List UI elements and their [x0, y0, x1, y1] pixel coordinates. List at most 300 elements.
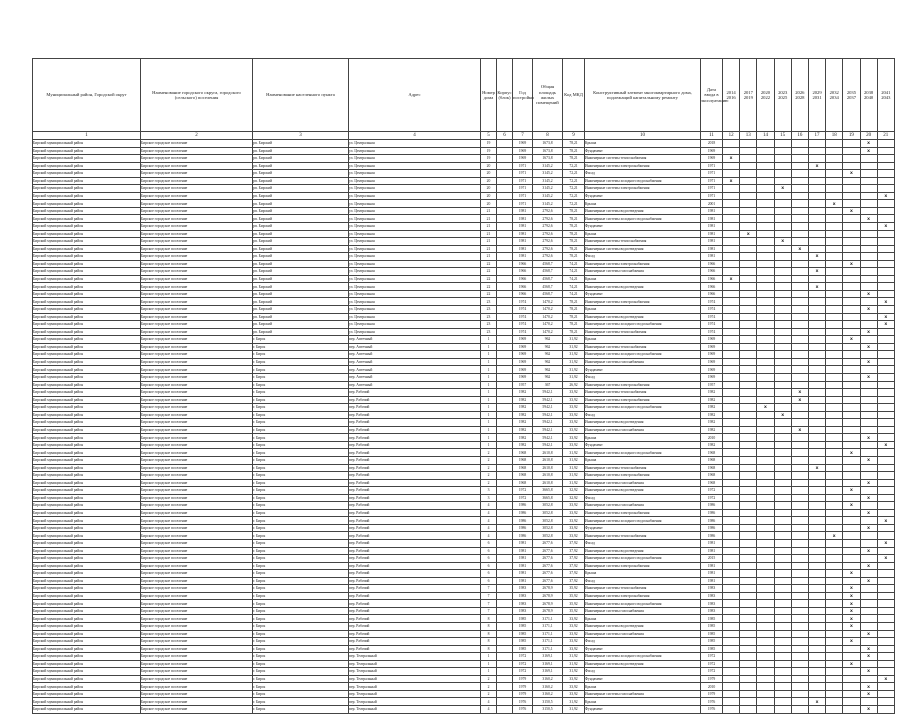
period-mark-cell: [877, 426, 894, 434]
commission-date-cell: 1974: [701, 328, 723, 336]
period-mark-cell: [826, 268, 843, 276]
area-cell: 962: [533, 373, 563, 381]
period-mark-cell: [791, 230, 808, 238]
table-row: [33, 170, 895, 178]
period-mark-cell: [723, 524, 740, 532]
area-cell: 2677,6: [533, 562, 563, 570]
period-mark-cell: [774, 706, 791, 714]
built-year-cell: 1971: [513, 200, 533, 208]
table-row: [33, 268, 895, 276]
period-mark-cell: [860, 411, 877, 419]
period-mark-cell: [774, 630, 791, 638]
period-mark-cell: [843, 494, 860, 502]
period-mark-cell: [757, 524, 774, 532]
period-mark-cell: [757, 298, 774, 306]
locality-cell: г. Бирск: [253, 404, 349, 412]
built-year-cell: 1974: [513, 298, 533, 306]
built-year-cell: 1981: [513, 223, 533, 231]
element-cell: Инженерные системы газоснабжения: [585, 690, 701, 698]
commission-date-cell: 1966: [701, 260, 723, 268]
period-mark-cell: [860, 638, 877, 646]
period-mark-cell: [843, 630, 860, 638]
commission-date-cell: 1972: [701, 653, 723, 661]
area-cell: 5942,1: [533, 396, 563, 404]
table-row: [33, 472, 895, 480]
built-year-cell: 1986: [513, 509, 533, 517]
element-cell: Инженерные системы водоотведения: [585, 245, 701, 253]
period-mark-cell: [740, 275, 757, 283]
mkd-code-cell: 72,21: [563, 162, 585, 170]
district-cell: Бирский муниципальный район: [33, 245, 141, 253]
period-mark-cell: [723, 162, 740, 170]
period-mark-cell: [740, 434, 757, 442]
area-cell: 5942,1: [533, 404, 563, 412]
mkd-code-cell: 33,92: [563, 404, 585, 412]
element-cell: Инженерные системы электроснабжения: [585, 562, 701, 570]
district-cell: Бирский муниципальный район: [33, 623, 141, 631]
period-mark-cell: [740, 373, 757, 381]
mkd-code-cell: 37,92: [563, 555, 585, 563]
period-mark-cell: [791, 170, 808, 178]
table-row: [33, 592, 895, 600]
period-mark-cell: [843, 290, 860, 298]
address-cell: пер. Рабочий: [349, 645, 481, 653]
period-mark-cell: [843, 366, 860, 374]
table-row: [33, 366, 895, 374]
period-mark-cell: [723, 487, 740, 495]
table-row: [33, 517, 895, 525]
district-cell: Бирский муниципальный район: [33, 449, 141, 457]
period-mark-cell: [843, 456, 860, 464]
period-mark-cell: [774, 585, 791, 593]
period-mark-cell: X: [860, 494, 877, 502]
period-mark-cell: [808, 147, 825, 155]
locality-cell: г. Бирск: [253, 464, 349, 472]
district-cell: Бирский муниципальный район: [33, 155, 141, 163]
period-mark-cell: [757, 426, 774, 434]
house-number-cell: 1: [481, 660, 497, 668]
period-mark-cell: [740, 177, 757, 185]
area-cell: 3145,2: [533, 162, 563, 170]
period-mark-cell: [740, 298, 757, 306]
period-mark-cell: [826, 615, 843, 623]
area-cell: 3145,2: [533, 177, 563, 185]
period-mark-cell: [826, 600, 843, 608]
building-cell: [497, 207, 513, 215]
period-mark-cell: [877, 434, 894, 442]
address-cell: пер. Театральный: [349, 683, 481, 691]
district-cell: Бирский муниципальный район: [33, 630, 141, 638]
period-mark-cell: [808, 321, 825, 329]
period-mark-cell: X: [843, 260, 860, 268]
area-cell: 3145,2: [533, 192, 563, 200]
area-cell: 3171,1: [533, 645, 563, 653]
building-cell: [497, 140, 513, 148]
period-mark-cell: [826, 683, 843, 691]
settlement-cell: Бирское городское поселение: [141, 645, 253, 653]
period-mark-cell: [826, 494, 843, 502]
period-mark-cell: [774, 645, 791, 653]
building-cell: [497, 253, 513, 261]
commission-date-cell: 2010: [701, 683, 723, 691]
settlement-cell: Бирское городское поселение: [141, 668, 253, 676]
period-mark-cell: [774, 321, 791, 329]
period-mark-cell: [774, 615, 791, 623]
area-cell: 3145,2: [533, 170, 563, 178]
period-mark-cell: [774, 577, 791, 585]
mkd-code-cell: 33,92: [563, 434, 585, 442]
period-mark-cell: [723, 426, 740, 434]
period-mark-cell: [877, 351, 894, 359]
commission-date-cell: 1976: [701, 698, 723, 706]
building-cell: [497, 502, 513, 510]
commission-date-cell: 1971: [701, 170, 723, 178]
address-cell: ул. Центральная: [349, 275, 481, 283]
period-mark-cell: X: [860, 524, 877, 532]
built-year-cell: 1969: [513, 351, 533, 359]
period-mark-cell: X: [774, 185, 791, 193]
house-number-cell: 7: [481, 607, 497, 615]
period-mark-cell: [826, 623, 843, 631]
period-mark-cell: [757, 668, 774, 676]
address-cell: ул. Центральная: [349, 313, 481, 321]
period-mark-cell: [826, 238, 843, 246]
building-cell: [497, 162, 513, 170]
period-mark-cell: [877, 592, 894, 600]
period-mark-cell: [860, 660, 877, 668]
locality-cell: г. Бирск: [253, 630, 349, 638]
period-mark-cell: X: [860, 306, 877, 314]
district-cell: Бирский муниципальный район: [33, 472, 141, 480]
settlement-cell: Бирское городское поселение: [141, 140, 253, 148]
area-cell: 1470,2: [533, 328, 563, 336]
period-mark-cell: [808, 623, 825, 631]
area-cell: 3171,1: [533, 623, 563, 631]
period-mark-cell: X: [860, 140, 877, 148]
mkd-code-cell: 31,92: [563, 660, 585, 668]
table-row: [33, 532, 895, 540]
building-cell: [497, 675, 513, 683]
settlement-cell: Бирское городское поселение: [141, 404, 253, 412]
settlement-cell: Бирское городское поселение: [141, 366, 253, 374]
period-mark-cell: [791, 524, 808, 532]
period-mark-cell: [723, 404, 740, 412]
locality-cell: г. Бирск: [253, 389, 349, 397]
period-mark-cell: [723, 230, 740, 238]
settlement-cell: Бирское городское поселение: [141, 328, 253, 336]
period-mark-cell: [723, 706, 740, 714]
period-mark-cell: X: [774, 238, 791, 246]
building-cell: [497, 389, 513, 397]
period-mark-cell: [757, 170, 774, 178]
built-year-cell: 1976: [513, 698, 533, 706]
area-cell: 2677,6: [533, 547, 563, 555]
period-mark-cell: [774, 358, 791, 366]
period-mark-cell: [791, 313, 808, 321]
period-mark-cell: [860, 192, 877, 200]
mkd-code-cell: 33,92: [563, 532, 585, 540]
built-year-cell: 1981: [513, 570, 533, 578]
building-cell: [497, 539, 513, 547]
table-row: [33, 207, 895, 215]
settlement-cell: Бирское городское поселение: [141, 321, 253, 329]
area-cell: 3145,2: [533, 200, 563, 208]
period-mark-cell: X: [808, 283, 825, 291]
district-cell: Бирский муниципальный район: [33, 698, 141, 706]
table-row: [33, 441, 895, 449]
commission-date-cell: 1982: [701, 411, 723, 419]
period-mark-cell: [757, 358, 774, 366]
period-mark-cell: [877, 389, 894, 397]
period-mark-cell: [808, 404, 825, 412]
period-mark-cell: [860, 275, 877, 283]
period-mark-cell: [723, 547, 740, 555]
area-cell: 962: [533, 358, 563, 366]
built-year-cell: 1966: [513, 268, 533, 276]
column-number: 19: [843, 132, 860, 140]
period-mark-cell: [791, 555, 808, 563]
locality-cell: г. Бирск: [253, 373, 349, 381]
locality-cell: рп. Бирский: [253, 140, 349, 148]
mkd-code-cell: 78,21: [563, 298, 585, 306]
table-row: [33, 147, 895, 155]
built-year-cell: 1974: [513, 328, 533, 336]
period-mark-cell: [757, 396, 774, 404]
period-mark-cell: [774, 313, 791, 321]
table-row: [33, 298, 895, 306]
table-row: [33, 215, 895, 223]
period-mark-cell: [877, 170, 894, 178]
built-year-cell: 1966: [513, 260, 533, 268]
house-number-cell: 6: [481, 562, 497, 570]
built-year-cell: 1981: [513, 245, 533, 253]
mkd-code-cell: 33,92: [563, 630, 585, 638]
locality-cell: г. Бирск: [253, 366, 349, 374]
period-mark-cell: [826, 140, 843, 148]
locality-cell: рп. Бирский: [253, 192, 349, 200]
period-mark-cell: [723, 223, 740, 231]
district-cell: Бирский муниципальный район: [33, 675, 141, 683]
district-cell: Бирский муниципальный район: [33, 592, 141, 600]
address-cell: пер. Театральный: [349, 698, 481, 706]
house-number-cell: 1: [481, 668, 497, 676]
building-cell: [497, 245, 513, 253]
building-cell: [497, 306, 513, 314]
address-cell: ул. Центральная: [349, 290, 481, 298]
mkd-code-cell: 32,92: [563, 487, 585, 495]
period-mark-cell: [774, 373, 791, 381]
settlement-cell: Бирское городское поселение: [141, 260, 253, 268]
settlement-cell: Бирское городское поселение: [141, 381, 253, 389]
district-cell: Бирский муниципальный район: [33, 570, 141, 578]
district-cell: Бирский муниципальный район: [33, 238, 141, 246]
settlement-cell: Бирское городское поселение: [141, 373, 253, 381]
column-number: 20: [860, 132, 877, 140]
period-mark-cell: [877, 268, 894, 276]
period-mark-cell: X: [860, 653, 877, 661]
settlement-cell: Бирское городское поселение: [141, 449, 253, 457]
mkd-code-cell: 33,92: [563, 517, 585, 525]
period-mark-cell: [740, 456, 757, 464]
period-mark-cell: [723, 502, 740, 510]
period-mark-cell: [826, 298, 843, 306]
period-mark-cell: [791, 328, 808, 336]
column-header: 2014 2016: [723, 59, 740, 132]
area-cell: 5942,1: [533, 411, 563, 419]
locality-cell: рп. Бирский: [253, 162, 349, 170]
period-mark-cell: [774, 675, 791, 683]
period-mark-cell: X: [843, 336, 860, 344]
period-mark-cell: [757, 283, 774, 291]
period-mark-cell: [740, 653, 757, 661]
mkd-code-cell: 72,21: [563, 200, 585, 208]
locality-cell: г. Бирск: [253, 585, 349, 593]
built-year-cell: 1969: [513, 336, 533, 344]
column-header: 2029 2031: [808, 59, 825, 132]
period-mark-cell: [740, 592, 757, 600]
period-mark-cell: X: [860, 479, 877, 487]
period-mark-cell: [877, 283, 894, 291]
period-mark-cell: [877, 275, 894, 283]
table-row: [33, 328, 895, 336]
period-mark-cell: [808, 517, 825, 525]
commission-date-cell: 1983: [701, 592, 723, 600]
building-cell: [497, 660, 513, 668]
period-mark-cell: [808, 524, 825, 532]
address-cell: ул. Центральная: [349, 192, 481, 200]
period-mark-cell: [757, 230, 774, 238]
period-mark-cell: [757, 268, 774, 276]
mkd-code-cell: 33,92: [563, 524, 585, 532]
area-cell: 2678,9: [533, 592, 563, 600]
element-cell: Инженерные системы водоотведения: [585, 487, 701, 495]
period-mark-cell: [757, 472, 774, 480]
period-mark-cell: [826, 290, 843, 298]
commission-date-cell: 1981: [701, 539, 723, 547]
period-mark-cell: [740, 675, 757, 683]
district-cell: Бирский муниципальный район: [33, 306, 141, 314]
period-mark-cell: X: [877, 539, 894, 547]
period-mark-cell: [740, 260, 757, 268]
settlement-cell: Бирское городское поселение: [141, 502, 253, 510]
area-cell: 2677,6: [533, 577, 563, 585]
period-mark-cell: [791, 638, 808, 646]
period-mark-cell: [740, 607, 757, 615]
house-number-cell: 1: [481, 366, 497, 374]
district-cell: Бирский муниципальный район: [33, 223, 141, 231]
locality-cell: г. Бирск: [253, 396, 349, 404]
period-mark-cell: [808, 472, 825, 480]
locality-cell: рп. Бирский: [253, 230, 349, 238]
built-year-cell: 1985: [513, 615, 533, 623]
period-mark-cell: [791, 570, 808, 578]
period-mark-cell: [877, 638, 894, 646]
mkd-code-cell: 78,21: [563, 313, 585, 321]
area-cell: 3052,8: [533, 509, 563, 517]
period-mark-cell: [723, 434, 740, 442]
period-mark-cell: [774, 366, 791, 374]
district-cell: Бирский муниципальный район: [33, 381, 141, 389]
house-number-cell: 4: [481, 524, 497, 532]
period-mark-cell: [740, 200, 757, 208]
area-cell: 3171,1: [533, 630, 563, 638]
period-mark-cell: [877, 215, 894, 223]
settlement-cell: Бирское городское поселение: [141, 177, 253, 185]
period-mark-cell: [877, 690, 894, 698]
period-mark-cell: [877, 396, 894, 404]
period-mark-cell: X: [860, 690, 877, 698]
house-number-cell: 23: [481, 328, 497, 336]
period-mark-cell: X: [723, 155, 740, 163]
settlement-cell: Бирское городское поселение: [141, 170, 253, 178]
period-mark-cell: [860, 283, 877, 291]
house-number-cell: 2: [481, 479, 497, 487]
area-cell: 4568,7: [533, 268, 563, 276]
area-cell: 2678,9: [533, 600, 563, 608]
element-cell: Инженерные системы холодного водоснабжения: [585, 321, 701, 329]
period-mark-cell: [740, 532, 757, 540]
table-header: [33, 59, 895, 140]
period-mark-cell: [740, 419, 757, 427]
built-year-cell: 1982: [513, 389, 533, 397]
area-cell: 3150,5: [533, 698, 563, 706]
period-mark-cell: [860, 426, 877, 434]
table-row: [33, 177, 895, 185]
settlement-cell: Бирское городское поселение: [141, 441, 253, 449]
period-mark-cell: [843, 268, 860, 276]
built-year-cell: 1979: [513, 675, 533, 683]
period-mark-cell: [774, 570, 791, 578]
period-mark-cell: [774, 245, 791, 253]
period-mark-cell: [774, 434, 791, 442]
district-cell: Бирский муниципальный район: [33, 373, 141, 381]
period-mark-cell: [808, 200, 825, 208]
table-row: [33, 396, 895, 404]
period-mark-cell: [740, 283, 757, 291]
period-mark-cell: [774, 389, 791, 397]
table-row: [33, 479, 895, 487]
period-mark-cell: [740, 343, 757, 351]
period-mark-cell: [757, 336, 774, 344]
building-cell: [497, 638, 513, 646]
period-mark-cell: [757, 419, 774, 427]
period-mark-cell: [860, 260, 877, 268]
period-mark-cell: [757, 381, 774, 389]
period-mark-cell: [740, 706, 757, 714]
period-mark-cell: [774, 268, 791, 276]
register-sheet: [32, 58, 894, 714]
period-mark-cell: [774, 140, 791, 148]
commission-date-cell: 1969: [701, 366, 723, 374]
period-mark-cell: [723, 600, 740, 608]
built-year-cell: 1985: [513, 623, 533, 631]
settlement-cell: Бирское городское поселение: [141, 351, 253, 359]
area-cell: 2678,9: [533, 607, 563, 615]
district-cell: Бирский муниципальный район: [33, 456, 141, 464]
table-row: [33, 283, 895, 291]
period-mark-cell: [877, 290, 894, 298]
mkd-code-cell: 78,21: [563, 238, 585, 246]
mkd-code-cell: 31,92: [563, 472, 585, 480]
built-year-cell: 1986: [513, 517, 533, 525]
building-cell: [497, 487, 513, 495]
period-mark-cell: [740, 358, 757, 366]
period-mark-cell: [843, 434, 860, 442]
mkd-code-cell: 35,92: [563, 600, 585, 608]
period-mark-cell: [757, 373, 774, 381]
table-row: [33, 494, 895, 502]
period-mark-cell: [791, 562, 808, 570]
